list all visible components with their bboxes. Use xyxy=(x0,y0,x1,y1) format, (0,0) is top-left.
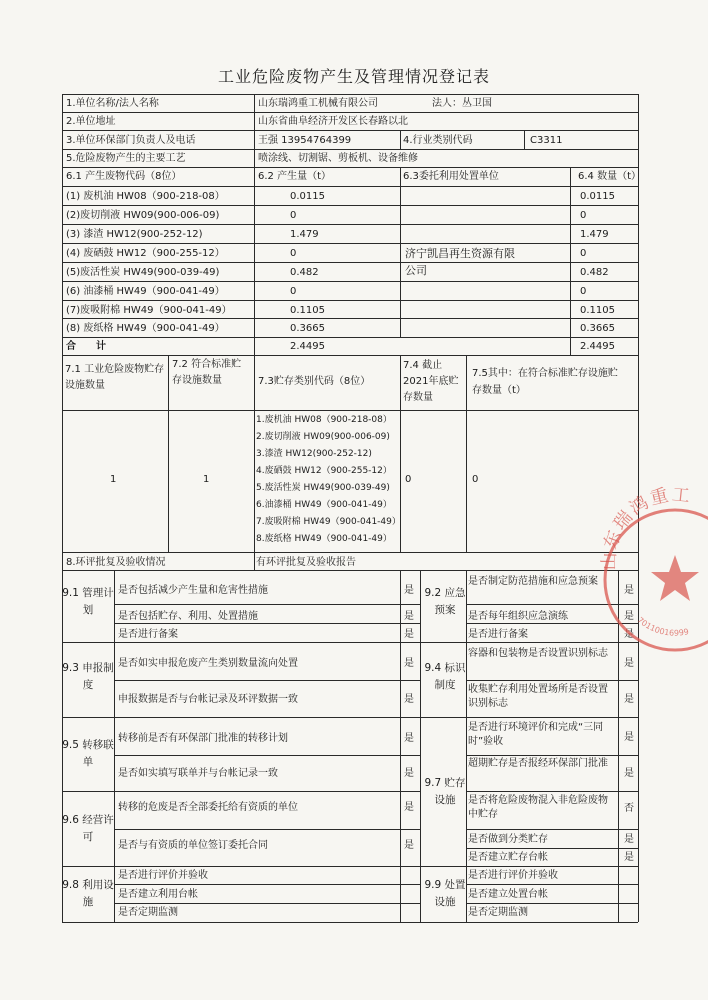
waste-output: 0.482 xyxy=(290,267,319,278)
section-label: 9.9 处置设施 xyxy=(424,879,466,908)
total-label: 合 计 xyxy=(66,341,106,352)
waste-output: 0 xyxy=(290,248,297,259)
storage-code-header: 7.3贮存类别代码（8位） xyxy=(258,376,371,387)
grid-line xyxy=(466,903,638,904)
check-question: 超期贮存是否报经环保部门批准 xyxy=(468,758,608,769)
check-question: 是否建立利用台帐 xyxy=(118,889,198,900)
check-question: 是否制定防范措施和应急预案 xyxy=(468,576,598,587)
check-answer: 是 xyxy=(404,733,414,744)
waste-name: (5)废活性炭 HW49(900-039-49) xyxy=(66,267,220,278)
facility-count: 1 xyxy=(110,474,117,485)
check-question: 是否如实申报危废产生类别数量流向处置 xyxy=(118,658,298,669)
check-answer: 是 xyxy=(404,658,414,669)
grid-line xyxy=(420,642,466,643)
check-question: 是否做到分类贮存 xyxy=(468,834,548,845)
grid-line xyxy=(62,410,638,411)
section-label: 9.7 贮存设施 xyxy=(424,777,466,806)
check-question: 是否如实填写联单并与台帐记录一致 xyxy=(118,768,278,779)
section-label: 9.2 应急预案 xyxy=(424,587,466,616)
check-answer: 是 xyxy=(624,629,634,640)
check-question: 收集贮存利用处置场所是否设置识别标志 xyxy=(468,684,608,709)
grid-line xyxy=(254,355,255,552)
waste-quantity: 0 xyxy=(580,286,587,297)
check-question: 转移前是否有环保部门批准的转移计划 xyxy=(118,733,288,744)
grid-line xyxy=(114,866,420,867)
grid-line xyxy=(466,680,638,681)
grid-line xyxy=(420,866,466,867)
storage-amount: 0 xyxy=(405,474,412,485)
waste-output: 0.1105 xyxy=(290,305,325,316)
check-answer: 是 xyxy=(624,834,634,845)
storage-code-item: 2.废切削液 HW09(900-006-09) xyxy=(256,432,390,442)
grid-line xyxy=(62,224,638,225)
grid-line xyxy=(62,552,638,553)
waste-output: 0 xyxy=(290,286,297,297)
grid-line xyxy=(168,355,169,552)
grid-line xyxy=(62,355,638,356)
check-answer: 是 xyxy=(624,732,634,743)
grid-line xyxy=(62,205,638,206)
grid-line xyxy=(114,829,420,830)
check-question: 是否进行备案 xyxy=(468,629,528,640)
waste-quantity: 0.482 xyxy=(580,267,609,278)
grid-line xyxy=(62,337,638,338)
grid-line xyxy=(62,866,114,867)
storage-code-item: 6.油漆桶 HW49（900-041-49） xyxy=(256,500,392,510)
grid-line xyxy=(62,167,638,168)
grid-line xyxy=(420,717,466,718)
grid-line xyxy=(466,884,638,885)
grid-line xyxy=(62,112,638,113)
check-answer: 是 xyxy=(624,611,634,622)
waste-name: (7)废吸附棉 HW49（900-041-49） xyxy=(66,305,232,316)
address-value: 山东省曲阜经济开发区长春路以北 xyxy=(258,116,408,127)
waste-quantity: 0.3665 xyxy=(580,323,615,334)
grid-line xyxy=(466,791,638,792)
check-answer: 是 xyxy=(404,611,414,622)
waste-output: 0 xyxy=(290,210,297,221)
svg-text:山东瑞鸿重工 xyxy=(599,484,693,570)
check-answer: 是 xyxy=(404,585,414,596)
grid-line xyxy=(62,243,638,244)
check-question: 是否将危险废物混入非危险废物中贮存 xyxy=(468,795,608,820)
grid-line xyxy=(570,167,571,355)
grid-line xyxy=(114,884,420,885)
grid-line xyxy=(114,680,420,681)
check-answer: 是 xyxy=(624,658,634,669)
grid-line xyxy=(62,300,638,301)
section-label: 9.5 转移联单 xyxy=(62,739,114,768)
process-value: 喷涂线、切割锯、剪板机、设备维修 xyxy=(258,153,418,164)
check-answer: 否 xyxy=(624,803,634,814)
grid-line xyxy=(466,355,467,552)
grid-line xyxy=(62,94,638,95)
waste-output: 0.3665 xyxy=(290,323,325,334)
quantity-header: 6.4 数量（t） xyxy=(578,171,642,182)
grid-line xyxy=(524,130,525,149)
storage-code-item: 1.废机油 HW08（900-218-08） xyxy=(256,415,392,425)
grid-line xyxy=(62,717,114,718)
storage-code-item: 4.废硒鼓 HW12（900-255-12） xyxy=(256,466,392,476)
waste-code-header: 6.1 产生废物代码（8位） xyxy=(66,171,182,182)
waste-quantity: 1.479 xyxy=(580,229,609,240)
address-label: 2.单位地址 xyxy=(66,116,116,127)
grid-line xyxy=(62,922,638,923)
eia-label: 8.环评批复及验收情况 xyxy=(66,557,166,568)
check-answer: 是 xyxy=(624,694,634,705)
check-question: 是否每年组织应急演练 xyxy=(468,611,568,622)
waste-name: (6) 油漆桶 HW49（900-041-49） xyxy=(66,286,225,297)
total-output: 2.4495 xyxy=(290,341,325,352)
waste-quantity: 0 xyxy=(580,210,587,221)
grid-line xyxy=(254,552,255,570)
grid-line xyxy=(420,570,421,922)
standard-storage-header: 7.5其中：在符合标准贮存设施贮存数量（t） xyxy=(472,368,618,396)
legal-person: 法人：丛卫国 xyxy=(432,98,492,109)
check-question: 是否包括贮存、利用、处置措施 xyxy=(118,611,258,622)
storage-code-item: 7.废吸附棉 HW49（900-041-49） xyxy=(256,517,401,527)
check-question: 是否进行环境评价和完成“三同时”验收 xyxy=(468,722,604,747)
grid-line xyxy=(62,130,638,131)
check-question: 是否与有资质的单位签订委托合同 xyxy=(118,840,268,851)
waste-output: 0.0115 xyxy=(290,191,325,202)
output-header: 6.2 产生量（t） xyxy=(258,171,332,182)
grid-line xyxy=(62,281,638,282)
grid-line xyxy=(400,167,401,337)
waste-name: (8) 废纸格 HW49（900-041-49） xyxy=(66,323,225,334)
waste-quantity: 0.0115 xyxy=(580,191,615,202)
check-answer: 是 xyxy=(624,585,634,596)
check-answer: 是 xyxy=(404,768,414,779)
grid-line xyxy=(466,829,638,830)
grid-line xyxy=(114,642,420,643)
section-label: 9.6 经营许可 xyxy=(62,814,114,843)
check-question: 是否定期监测 xyxy=(468,907,528,918)
grid-line xyxy=(62,570,638,571)
check-question: 是否定期监测 xyxy=(118,907,178,918)
contact-value: 王强 13954764399 xyxy=(258,135,352,146)
disposal-unit-header: 6.3委托利用处置单位 xyxy=(403,171,499,182)
check-question: 是否进行评价并验收 xyxy=(468,870,558,881)
grid-line xyxy=(62,262,638,263)
grid-line xyxy=(466,866,638,867)
section-label: 9.8 利用设施 xyxy=(62,879,114,908)
check-question: 是否进行备案 xyxy=(118,629,178,640)
check-answer: 是 xyxy=(404,694,414,705)
standard-facility-header: 7.2 符合标准贮存设施数量 xyxy=(172,359,242,386)
standard-storage-amount: 0 xyxy=(472,474,479,485)
section-label: 9.3 申报制度 xyxy=(62,662,114,691)
waste-name: (4) 废硒鼓 HW12（900-255-12） xyxy=(66,248,225,259)
grid-line xyxy=(400,130,401,149)
grid-line xyxy=(466,848,638,849)
grid-line xyxy=(62,149,638,150)
unit-name-value: 山东瑞鸿重工机械有限公司 xyxy=(258,98,378,109)
grid-line xyxy=(114,717,420,718)
waste-name: (1) 废机油 HW08（900-218-08） xyxy=(66,191,225,202)
grid-line xyxy=(466,755,638,756)
storage-amount-header: 7.4 截止2021年底贮存数量 xyxy=(403,360,459,403)
seal-text: 山东瑞鸿重工 xyxy=(598,484,693,571)
company-seal xyxy=(598,484,708,655)
check-question: 转移的危废是否全部委托给有资质的单位 xyxy=(118,802,298,813)
grid-line xyxy=(114,903,420,904)
section-label: 9.1 管理计划 xyxy=(62,587,114,616)
waste-name: (3) 漆渣 HW12(900-252-12) xyxy=(66,229,203,240)
check-question: 容器和包装物是否设置识别标志 xyxy=(468,648,608,659)
check-question: 申报数据是否与台帐记录及环评数据一致 xyxy=(118,694,298,705)
check-question: 是否建立贮存台帐 xyxy=(468,852,548,863)
waste-quantity: 0 xyxy=(580,248,587,259)
total-quantity: 2.4495 xyxy=(580,341,615,352)
facility-count-header: 7.1 工业危险废物贮存设施数量 xyxy=(65,364,165,391)
grid-line xyxy=(114,604,420,605)
contact-label: 3.单位环保部门负责人及电话 xyxy=(66,135,196,146)
grid-line xyxy=(114,755,420,756)
check-answer: 是 xyxy=(624,852,634,863)
grid-line xyxy=(62,318,638,319)
check-answer: 是 xyxy=(624,768,634,779)
grid-line xyxy=(62,642,114,643)
grid-line xyxy=(62,186,638,187)
storage-code-item: 8.废纸格 HW49（900-041-49） xyxy=(256,534,392,544)
section-label: 9.4 标识制度 xyxy=(424,662,466,691)
standard-facility-count: 1 xyxy=(203,474,210,485)
grid-line xyxy=(62,791,114,792)
grid-line xyxy=(62,94,63,922)
check-answer: 是 xyxy=(404,840,414,851)
process-label: 5.危险废物产生的主要工艺 xyxy=(66,153,186,164)
eia-value: 有环评批复及验收报告 xyxy=(256,557,356,568)
waste-quantity: 0.1105 xyxy=(580,305,615,316)
form-title: 工业危险废物产生及管理情况登记表 xyxy=(217,67,490,86)
svg-text:70110016999 xyxy=(636,615,690,637)
check-question: 是否进行评价并验收 xyxy=(118,870,208,881)
storage-code-item: 3.漆渣 HW12(900-252-12) xyxy=(256,449,372,459)
check-question: 是否包括减少产生量和危害性措施 xyxy=(118,585,268,596)
seal-number: 70110016999 xyxy=(635,615,690,638)
grid-line xyxy=(114,791,420,792)
industry-code-label: 4.行业类别代码 xyxy=(403,135,473,146)
industry-code-value: C3311 xyxy=(530,135,563,146)
storage-code-item: 5.废活性炭 HW49(900-039-49) xyxy=(256,483,390,493)
check-question: 是否建立处置台帐 xyxy=(468,889,548,900)
waste-name: (2)废切削液 HW09(900-006-09) xyxy=(66,210,220,221)
check-answer: 是 xyxy=(404,802,414,813)
grid-line xyxy=(466,717,638,718)
grid-line xyxy=(254,94,255,355)
waste-output: 1.479 xyxy=(290,229,319,240)
unit-name-label: 1.单位名称/法人名称 xyxy=(66,98,159,109)
check-answer: 是 xyxy=(404,629,414,640)
disposal-unit: 济宁凯昌再生资源有限公司 xyxy=(405,247,515,277)
